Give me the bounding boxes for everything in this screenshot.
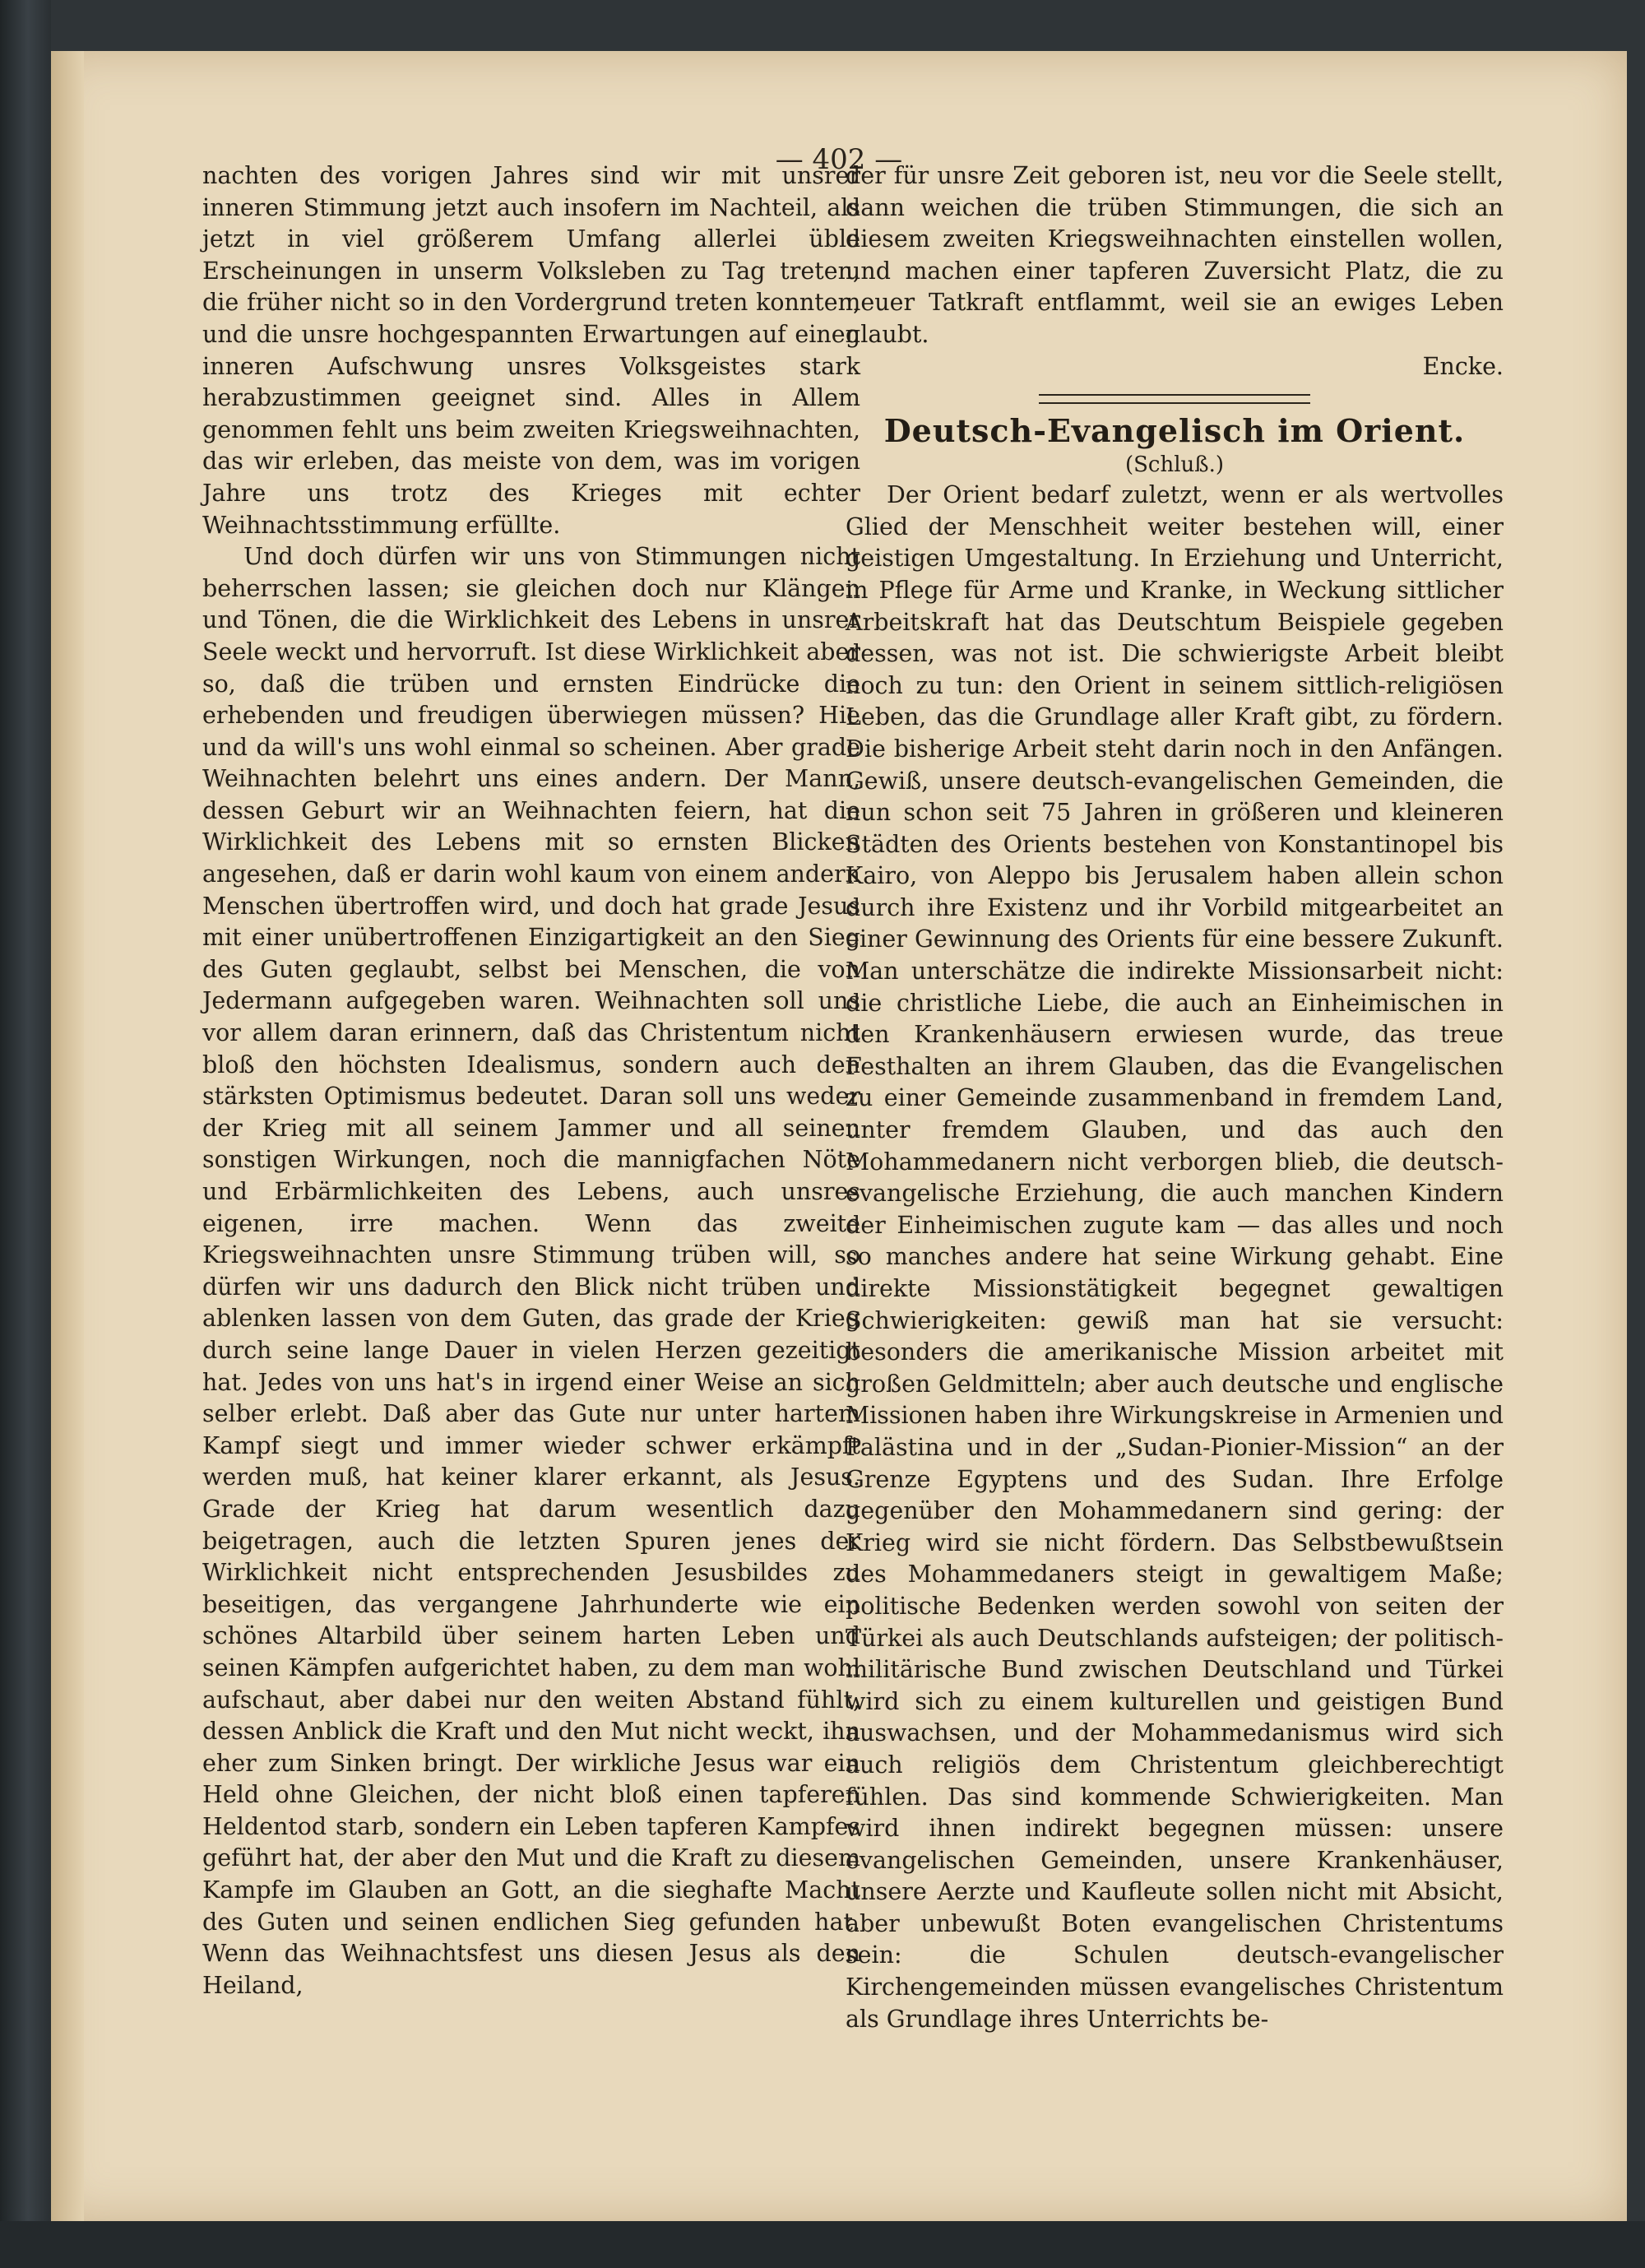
author-signature: Encke. <box>1422 352 1504 380</box>
article-paragraph: Der Orient bedarf zuletzt, wenn er als wertvolles Glied der Menschheit weiter bestehen will, einer geistigen Umgestaltung. In Erziehung und Unterricht, in Pflege für Arme und Kranke, in Weckung sittlicher Arbeitskraft hat das Deutschtum Beispiele gegeben dessen, was not ist. Die schwierigste Arbeit bleibt noch zu tun: den Orient in seinem sittlich-religiösen Leben, das die Grundlage aller Kraft gibt, zu fördern. Die bisherige Arbeit steht darin noch in den Anfängen. Gewiß, unsere deutsch-evangelischen Gemeinden, die nun schon seit 75 Jahren in größeren und kleineren Städten des Orients bestehen von Konstantinopel bis Kairo, von Aleppo bis Jerusalem haben allein schon durch ihre Existenz und ihr Vorbild mitgearbeitet an einer Gewinnung des Orients für eine bessere Zukunft. Man unterschätze die indirekte Missionsarbeit nicht: die christliche Liebe, die auch an Einheimischen in den Krankenhäusern erwiesen wurde, das treue Festhalten an ihrem Glauben, das die Evangelischen zu einer Gemeinde zusammenband in fremdem Land, unter fremdem Glauben, und das auch den Mohammedanern nicht verborgen blieb, die deutsch-evangelische Erziehung, die auch manchen Kindern der Einheimischen zugute kam — das alles und noch so manches andere hat seine Wirkung gehabt. Eine direkte Missionstätigkeit begegnet gewaltigen Schwierigkeiten: gewiß man hat sie versucht: besonders die amerikanische Mission arbeitet mit großen Geldmitteln; aber auch deutsche und englische Missionen haben ihre Wirkungskreise in Armenien und Palästina und in der „Sudan-Pionier-Mission“ an der Grenze Egyptens und des Sudan. Ihre Erfolge gegenüber den Mohammedanern sind gering: der Krieg wird sie nicht fördern. Das Selbstbewußtsein des Mohammedaners steigt in gewaltigem Maße; politische Bedenken werden sowohl von seiten der Türkei als auch Deutschlands aufsteigen; der politisch-militärische Bund zwischen Deutschland und Türkei wird sich zu einem kulturellen und geistigen Bund auswachsen, und der Mohammedanismus wird sich auch religiös dem Christentum gleichberechtigt fühlen. Das sind kommende Schwierigkeiten. Man wird ihnen indirekt begegnen müssen: unsere evangelischen Gemeinden, unsere Krankenhäuser, unsere Aerzte und Kaufleute sollen nicht mit Absicht, aber unbewußt Boten evangelischen Christentums sein: die Schulen deutsch-evangelischer Kirchengemeinden müssen evangelisches Christentum als Grundlage ihres Unterrichts be- <box>846 481 1504 2033</box>
section-divider <box>846 394 1504 404</box>
signature-line <box>846 351 1504 383</box>
book-cover-bottom <box>0 2221 1645 2268</box>
right-column <box>846 160 1504 2035</box>
page-gutter-edge <box>51 51 84 2221</box>
left-paragraph: Und doch dürfen wir uns von Stimmungen nicht beherrschen lassen; sie gleichen doch nur Klängen und Tönen, die die Wirklichkeit des Lebens in unsrer Seele weckt und hervorruft. Ist diese Wirklichkeit aber so, daß die trüben und ernsten Eindrücke die erhebenden und freudigen überwiegen müssen? Hie und da will's uns wohl einmal so scheinen. Aber grade Weihnachten belehrt uns eines andern. Der Mann, dessen Geburt wir an Weihnachten feiern, hat die Wirklichkeit des Lebens mit so ernsten Blicken angesehen, daß er darin wohl kaum von einem andern Menschen übertroffen wird, und doch hat grade Jesus mit einer unübertroffenen Einzigartigkeit an den Sieg des Guten geglaubt, selbst bei Menschen, die von Jedermann aufgegeben waren. Weihnachten soll uns vor allem daran erinnern, daß das Christentum nicht bloß den höchsten Idealismus, sondern auch den stärksten Optimismus bedeutet. Daran soll uns weder der Krieg mit all seinem Jammer und all seinen sonstigen Wirkungen, noch die mannigfachen Nöte und Erbärmlichkeiten des Lebens, auch unsres eigenen, irre machen. Wenn das zweite Kriegsweihnachten unsre Stimmung trüben will, so dürfen wir uns dadurch den Blick nicht trüben und ablenken lassen von dem Guten, das grade der Krieg durch seine lange Dauer in vielen Herzen gezeitigt hat. Jedes von uns hat's in irgend einer Weise an sich selber erlebt. Daß aber das Gute nur unter hartem Kampf siegt und immer wieder schwer erkämpft werden muß, hat keiner klarer erkannt, als Jesus. Grade der Krieg hat darum wesentlich dazu beigetragen, auch die letzten Spuren jenes der Wirklichkeit nicht entsprechenden Jesusbildes zu beseitigen, das vergangene Jahrhunderte wie ein schönes Altarbild über seinem harten Leben und seinen Kämpfen aufgerichtet haben, zu dem man wohl aufschaut, aber dabei nur den weiten Abstand fühlt, dessen Anblick die Kraft und den Mut nicht weckt, ihn eher zum Sinken bringt. Der wirkliche Jesus war ein Held ohne Gleichen, der nicht bloß einen tapferen Heldentod starb, sondern ein Leben tapferen Kampfes geführt hat, der aber den Mut und die Kraft zu diesem Kampfe im Glauben an Gott, an die sieghafte Macht des Guten und seinen endlichen Sieg gefunden hat. Wenn das Weihnachtsfest uns diesen Jesus als den Heiland, <box>202 543 860 1999</box>
left-column <box>202 160 860 2001</box>
double-rule <box>1039 394 1310 404</box>
article-subtitle: (Schluß.) <box>1124 452 1225 478</box>
book-cover-left <box>0 0 51 2268</box>
left-paragraph-continued: nachten des vorigen Jahres sind wir mit unsrer inneren Stimmung jetzt auch insofern im Nachteil, als jetzt in viel größerem Umfang allerlei üble Erscheinungen in unserm Volksleben zu Tag treten, die früher nicht so in den Vordergrund treten konnten, und die unsre hochgespannten Erwartungen auf einen inneren Aufschwung unsres Volksgeistes stark herabzustimmen geeignet sind. Alles in Allem genommen fehlt uns beim zweiten Kriegsweihnachten, das wir erleben, das meiste von dem, was im vorigen Jahre uns trotz des Krieges mit echter Weihnachtsstimmung erfüllte. <box>202 162 860 539</box>
page-number: — 402 — <box>775 143 903 176</box>
right-intro-paragraph: der für unsre Zeit geboren ist, neu vor die Seele stellt, dann weichen die trüben Stimmungen, die sich an diesem zweiten Kriegsweihnachten einstellen wollen, und machen einer tapferen Zuversicht Platz, die zu neuer Tatkraft entflammt, weil sie an ewiges Leben glaubt. <box>846 162 1504 348</box>
article-title: Deutsch-Evangelisch im Orient. <box>883 412 1466 450</box>
